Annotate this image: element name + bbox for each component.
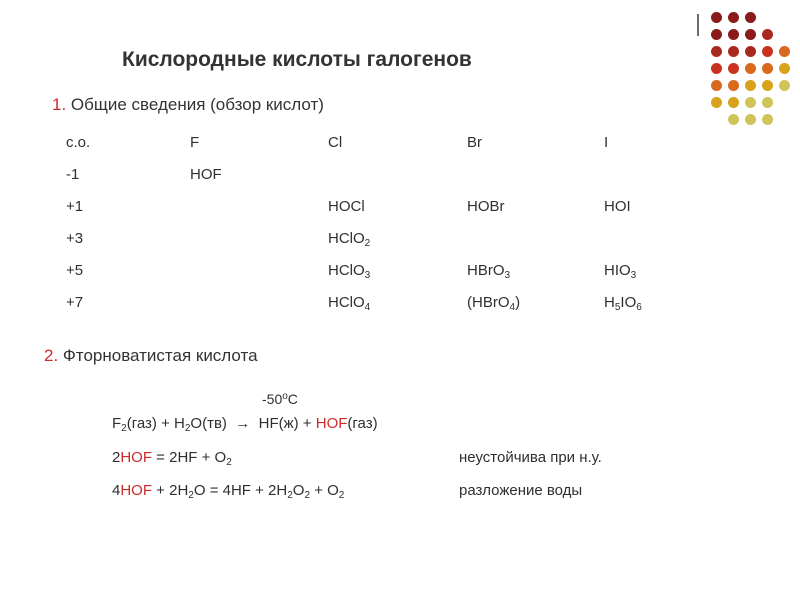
table-cell-ox: -1 xyxy=(66,166,80,183)
dot xyxy=(711,63,722,74)
reaction-3-note: разложение воды xyxy=(459,482,583,499)
dot xyxy=(711,97,722,108)
table-cell-cl: HClO$_2$ xyxy=(328,230,371,249)
table-cell-br: HBrO$_3$ xyxy=(467,262,511,281)
table-cell-cl: HOCl xyxy=(328,198,365,215)
dot xyxy=(779,80,790,91)
section-1-text: Общие сведения (обзор кислот) xyxy=(70,95,324,114)
dot xyxy=(762,29,773,40)
section-1-number: 1. xyxy=(52,95,67,114)
table-cell-cl: HClO$_4$ xyxy=(328,294,371,313)
table-cell-i: $H_5IO_6$ xyxy=(604,294,642,313)
table-cell-br: (HBrO$_4$) xyxy=(467,294,521,313)
table-cell-ox: +3 xyxy=(66,230,84,247)
dot xyxy=(728,12,739,23)
table-cell-ox: +1 xyxy=(66,198,84,215)
table-cell-br: HOBr xyxy=(467,198,505,215)
dot xyxy=(762,114,773,125)
dot xyxy=(762,97,773,108)
dot xyxy=(745,29,756,40)
reaction-1 xyxy=(112,415,378,434)
table-cell-cl: HClO$_3$ xyxy=(328,262,371,281)
reaction-2-note: неустойчива при н.у. xyxy=(459,449,602,466)
table-cell-i: HOI xyxy=(604,198,631,215)
reaction-1-lhs: $F_2(газ) + H_2O(тв)$ xyxy=(112,415,227,434)
reaction-condition: -50$^o$C xyxy=(262,391,298,407)
dot xyxy=(745,80,756,91)
section-2-number: 2. xyxy=(44,346,59,365)
section-1-heading xyxy=(52,95,324,115)
reaction-1-rhs: HF(ж) + HOF(газ) xyxy=(258,415,378,432)
dot xyxy=(762,46,773,57)
dot xyxy=(728,80,739,91)
dot xyxy=(745,63,756,74)
table-header-br: Br xyxy=(467,134,482,151)
dot xyxy=(728,63,739,74)
dot xyxy=(728,46,739,57)
table-cell-i: $HIO_3$ xyxy=(604,262,637,281)
dot xyxy=(711,80,722,91)
dot xyxy=(711,29,722,40)
page-title: Кислородные кислоты галогенов xyxy=(122,48,472,71)
dot xyxy=(711,12,722,23)
dot xyxy=(728,29,739,40)
table-cell-ox: +7 xyxy=(66,294,84,311)
dot xyxy=(745,46,756,57)
dot xyxy=(745,12,756,23)
table-cell-f: HOF xyxy=(190,166,222,183)
dot xyxy=(745,97,756,108)
table-header-cl: Cl xyxy=(328,134,343,151)
dot xyxy=(762,63,773,74)
reaction-arrow: → xyxy=(235,415,251,432)
dot xyxy=(728,114,739,125)
section-2-heading xyxy=(44,346,258,366)
table-cell-ox: +5 xyxy=(66,262,84,279)
table-header-ox: с.о. xyxy=(66,134,91,151)
dot xyxy=(762,80,773,91)
vertical-rule xyxy=(697,14,699,36)
dot xyxy=(779,63,790,74)
dot xyxy=(711,46,722,57)
dot xyxy=(728,97,739,108)
reaction-2: $2HOF = 2HF + O_2$ xyxy=(112,449,232,468)
dot xyxy=(745,114,756,125)
table-header-i: I xyxy=(604,134,609,151)
table-header-f: F xyxy=(190,134,200,151)
reaction-3: $4HOF + 2H_2O = 4HF + 2H_2O_2 + O_2$ xyxy=(112,482,345,501)
section-2-text: Фторноватистая кислота xyxy=(62,346,258,365)
dot xyxy=(779,46,790,57)
